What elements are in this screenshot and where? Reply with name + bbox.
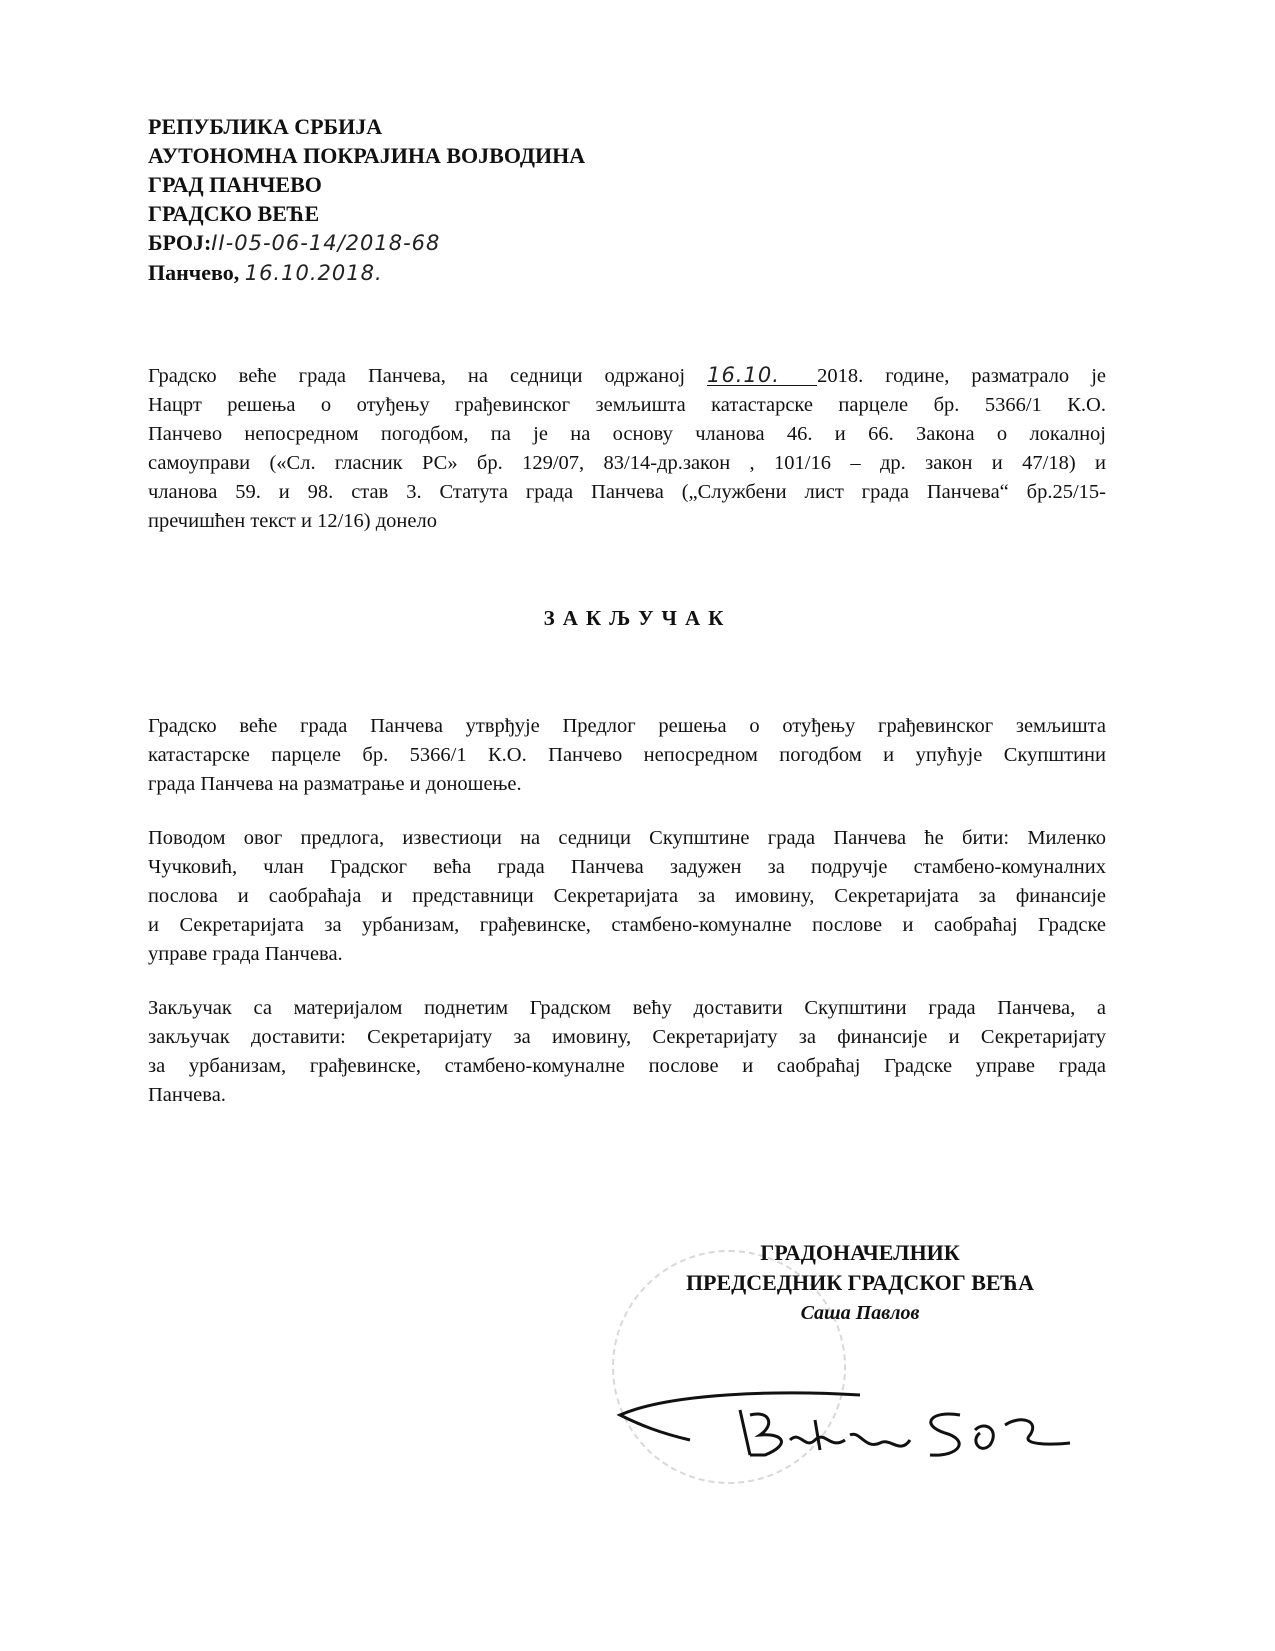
- intro-line: Панчево непосредном погодбом, па је на основу чланова 46. и 66. Закона о локалној: [148, 423, 1106, 445]
- conclusion-paragraph-2: [148, 824, 1106, 969]
- header-line: АУТОНОМНА ПОКРАЈИНА ВОЈВОДИНА: [148, 143, 586, 168]
- text-line: катастарске парцеле бр. 5366/1 К.О. Панчево непосредном погодбом и упућује Скупштини: [148, 744, 1106, 766]
- header-line: ГРАД ПАНЧЕВО: [148, 172, 322, 197]
- text-line: управе града Панчева.: [148, 943, 343, 965]
- intro-line: чланова 59. и 98. став 3. Статута града Панчева („Службени лист града Панчева“ бр.25/15-: [148, 481, 1106, 503]
- intro-line: Градско веће града Панчева, на седници одржаној 16.10. 2018. године, разматрало је: [148, 363, 1106, 387]
- text-line: за урбанизам, грађевинске, стамбено-комуналне послове и саобраћај Градске управе града: [148, 1055, 1106, 1077]
- signatory-name: Саша Павлов: [800, 1302, 920, 1324]
- document-header: [148, 112, 585, 288]
- text-line: Закључак са материјалом поднетим Градском већу доставити Скупштини града Панчева, а: [148, 997, 1106, 1019]
- text-line: и Секретаријата за урбанизам, грађевинске, стамбено-комуналне послове и саобраћај Градске: [148, 914, 1106, 936]
- document-place-date: [148, 258, 585, 288]
- signatory-title: ПРЕДСЕДНИК ГРАДСКОГ ВЕЋА: [685, 1270, 1035, 1295]
- handwritten-session-date: 16.10.: [707, 365, 817, 386]
- intro-line: самоуправи («Сл. гласник РС» бр. 129/07, 83/14-др.закон , 101/16 – др. закон и 47/18) и: [148, 452, 1106, 474]
- header-line: РЕПУБЛИКА СРБИЈА: [148, 114, 383, 139]
- conclusion-paragraph-1: [148, 712, 1106, 799]
- handwritten-date: 16.10.2018.: [244, 261, 383, 285]
- handwritten-number: II-05-06-14/2018-68: [211, 231, 441, 255]
- text-line: послова и саобраћаја и представници Секретаријата за имовину, Секретаријата за финансије: [148, 885, 1106, 907]
- handwritten-signature: [600, 1385, 1080, 1465]
- header-line: ГРАДСКО ВЕЋЕ: [148, 201, 320, 226]
- text-line: Градско веће града Панчева утврђује Предлог решења о отуђењу грађевинског земљишта: [148, 715, 1106, 737]
- text-line: Панчева.: [148, 1084, 226, 1106]
- text-line: Чучковић, члан Градског већа града Панчева задужен за подручје стамбено-комуналних: [148, 856, 1106, 878]
- place-label: Панчево,: [148, 260, 240, 285]
- number-label: БРОЈ:: [148, 230, 212, 255]
- signatory-title: ГРАДОНАЧЕЛНИК: [760, 1240, 960, 1265]
- text-line: града Панчева на разматрање и доношење.: [148, 773, 522, 795]
- document-title: ЗАКЉУЧАК: [543, 606, 732, 630]
- signature-block: [660, 1238, 1060, 1328]
- intro-line: Нацрт решења о отуђењу грађевинског земљишта катастарске парцеле бр. 5366/1 К.О.: [148, 394, 1106, 416]
- intro-paragraph: [148, 362, 1106, 536]
- intro-line: пречишћен текст и 12/16) донело: [148, 510, 437, 532]
- text-line: Поводом овог предлога, известиоци на седници Скупштине града Панчева ће бити: Миленко: [148, 827, 1106, 849]
- document-number: [148, 228, 585, 258]
- text-line: закључак доставити: Секретаријату за имовину, Секретаријату за финансије и Секретаријату: [148, 1026, 1106, 1048]
- conclusion-paragraph-3: [148, 994, 1106, 1110]
